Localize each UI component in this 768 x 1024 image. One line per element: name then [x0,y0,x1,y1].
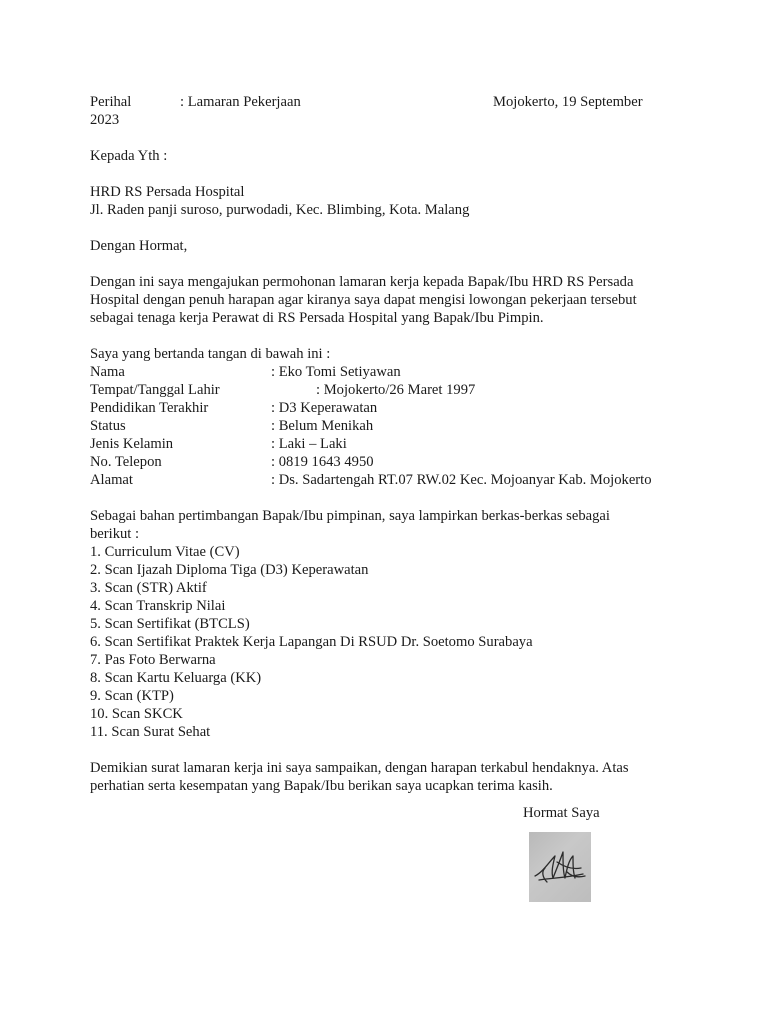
applicant-details [90,363,680,489]
list-item: 8. Scan Kartu Keluarga (KK) [90,670,262,686]
list-item: 6. Scan Sertifikat Praktek Kerja Lapangan Di RSUD Dr. Soetomo Surabaya [90,634,533,650]
applicant-label: Pendidikan Terakhir [90,400,209,416]
list-item: 11. Scan Surat Sehat [90,724,211,740]
applicant-label: Alamat [90,472,133,488]
intro-line: Hospital dengan penuh harapan agar kiranya saya dapat mengisi lowongan pekerjaan tersebut [90,292,637,308]
applicant-value: : 0819 1643 4950 [271,454,374,470]
applicant-label: Jenis Kelamin [90,436,174,452]
signature-scribble-icon [529,832,591,902]
list-item: 3. Scan (STR) Aktif [90,580,207,596]
list-item: 5. Scan Sertifikat (BTCLS) [90,616,250,632]
applicant-row [90,435,680,453]
applicant-row [90,399,680,417]
intro-paragraph [90,273,680,327]
attachments-intro-line: berikut : [90,526,140,542]
applicant-value: : Belum Menikah [271,418,374,434]
perihal-value: : Lamaran Pekerjaan [180,94,301,110]
applicant-label: Status [90,418,126,434]
recipient-address: Jl. Raden panji suroso, purwodadi, Kec. Blimbing, Kota. Malang [90,202,470,218]
applicant-row [90,417,680,435]
place-date: Mojokerto, 19 September [493,94,643,110]
applicant-row [90,471,680,489]
closing-line: perhatian serta kesempatan yang Bapak/Ibu berikan saya ucapkan terima kasih. [90,778,553,794]
salutation: Kepada Yth : [90,148,168,164]
applicant-value: : Mojokerto/26 Maret 1997 [316,382,476,398]
place-date-year: 2023 [90,112,120,128]
applicant-label: Nama [90,364,125,380]
list-item: 2. Scan Ijazah Diploma Tiga (D3) Keperawatan [90,562,369,578]
intro-line: Dengan ini saya mengajukan permohonan lamaran kerja kepada Bapak/Ibu HRD RS Persada [90,274,634,290]
list-item: 9. Scan (KTP) [90,688,174,704]
applicant-label: Tempat/Tanggal Lahir [90,382,220,398]
signoff: Hormat Saya [523,805,600,821]
list-item: 1. Curriculum Vitae (CV) [90,544,240,560]
perihal-label: Perihal [90,94,132,110]
recipient-name: HRD RS Persada Hospital [90,184,245,200]
list-item: 7. Pas Foto Berwarna [90,652,216,668]
greeting: Dengan Hormat, [90,238,188,254]
applicant-value: : Laki – Laki [271,436,347,452]
applicant-label: No. Telepon [90,454,162,470]
applicant-row [90,381,680,399]
intro-line: sebagai tenaga kerja Perawat di RS Persada Hospital yang Bapak/Ibu Pimpin. [90,310,544,326]
attachments-intro-line: Sebagai bahan pertimbangan Bapak/Ibu pimpinan, saya lampirkan berkas-berkas sebagai [90,508,610,524]
applicant-value: : Ds. Sadartengah RT.07 RW.02 Kec. Mojoanyar Kab. Mojokerto [271,472,652,488]
attachments-list [90,543,680,741]
attachments-intro [90,507,680,543]
closing-paragraph [90,759,680,795]
applicant-intro: Saya yang bertanda tangan di bawah ini : [90,346,331,362]
closing-line: Demikian surat lamaran kerja ini saya sampaikan, dengan harapan terkabul hendaknya. Atas [90,760,629,776]
letter-body [90,93,680,795]
perihal-row [90,93,680,111]
signature-image [529,832,591,902]
applicant-value: : D3 Keperawatan [271,400,378,416]
applicant-value: : Eko Tomi Setiyawan [271,364,401,380]
list-item: 4. Scan Transkrip Nilai [90,598,226,614]
list-item: 10. Scan SKCK [90,706,183,722]
applicant-row [90,363,680,381]
applicant-row [90,453,680,471]
